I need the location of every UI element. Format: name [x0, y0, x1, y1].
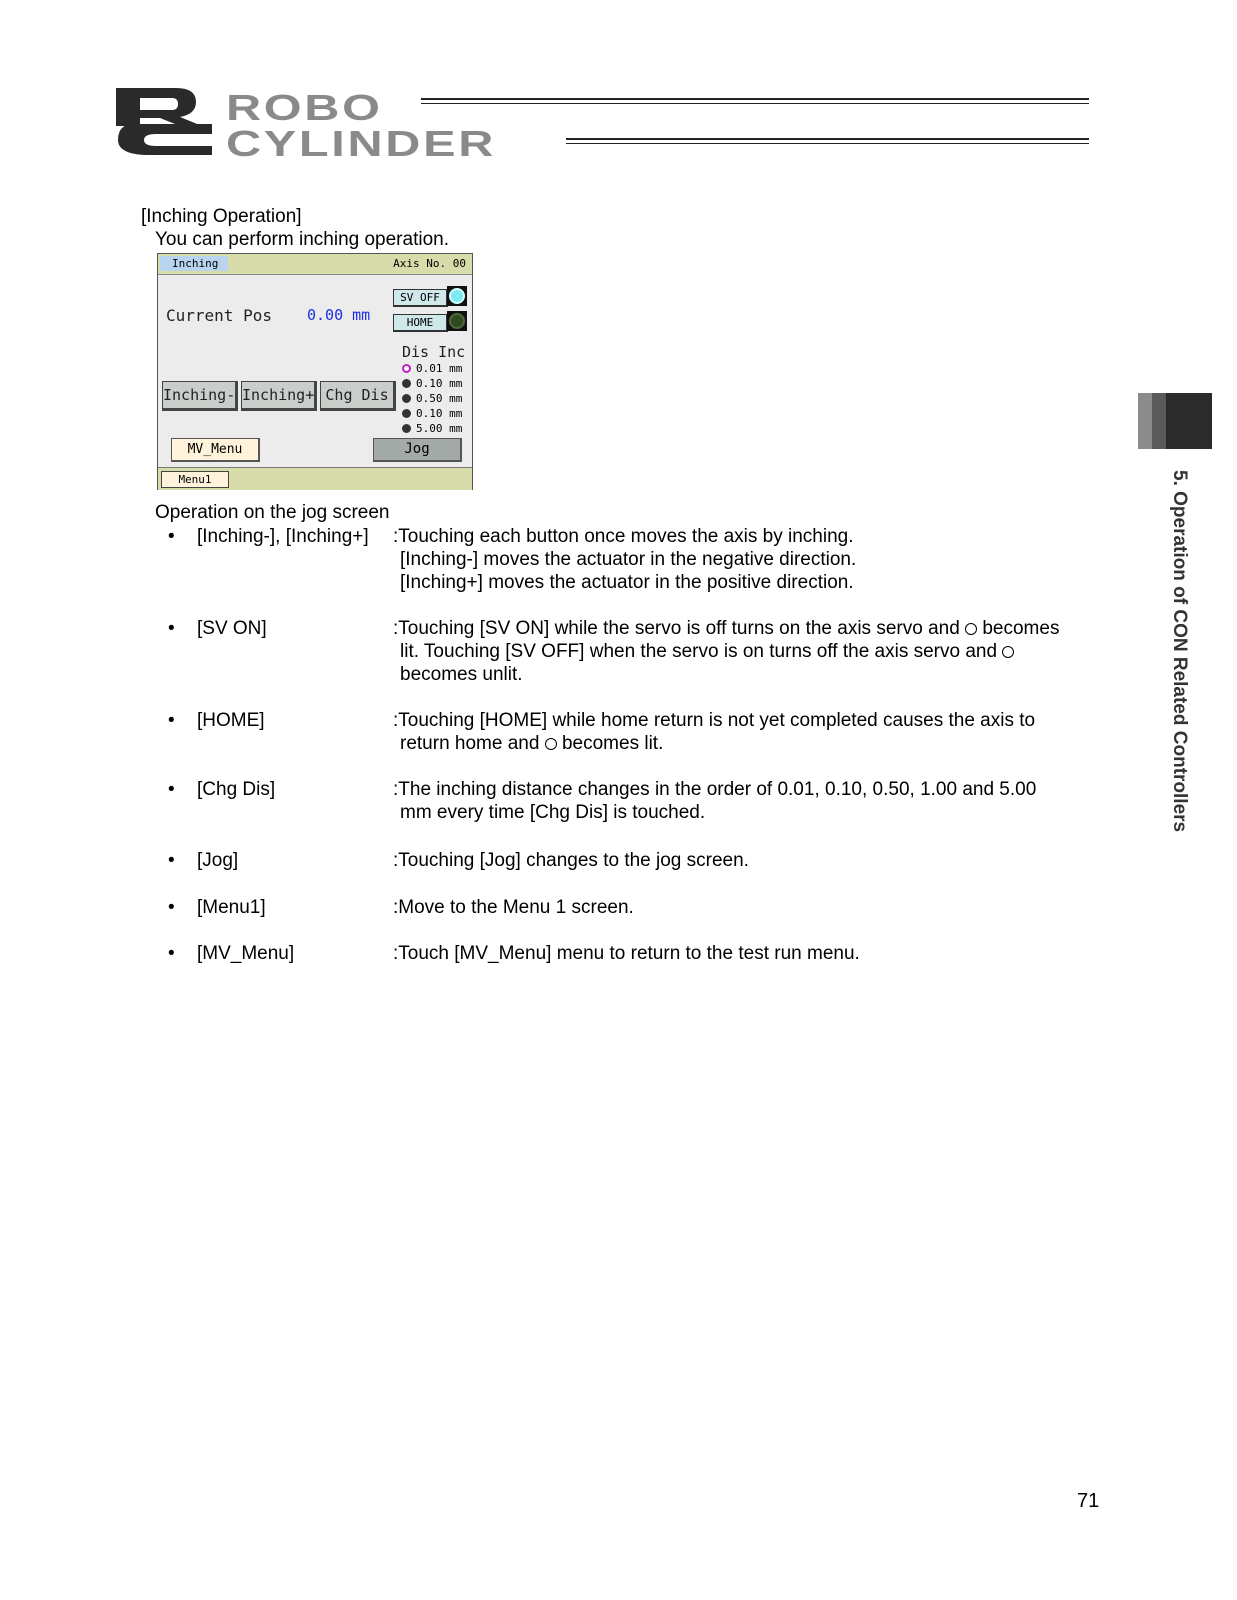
- bullet: •: [168, 710, 175, 731]
- section-title: [Inching Operation]: [141, 206, 302, 227]
- radio-icon: [402, 424, 411, 433]
- item-description: :Touching each button once moves the axis by inching. [Inching-] moves the actuator in the negative direction. [Inching+] moves the actuator in the positive direction.: [393, 526, 857, 593]
- bullet: •: [168, 850, 175, 871]
- menu1-button[interactable]: Menu1: [161, 471, 229, 488]
- dis-option[interactable]: 0.50 mm: [402, 392, 462, 406]
- screen-title-bar: [158, 254, 472, 275]
- page-number: 71: [1077, 1490, 1100, 1512]
- dis-option[interactable]: 0.10 mm: [402, 377, 462, 391]
- lamp-circle-icon: [1002, 646, 1014, 658]
- header-rule: [566, 138, 1089, 140]
- bullet: •: [168, 943, 175, 964]
- screen-bottom-bar: [158, 467, 472, 490]
- item-description: :Move to the Menu 1 screen.: [393, 897, 634, 918]
- bullet: •: [168, 897, 175, 918]
- radio-selected-icon: [402, 364, 411, 373]
- item-description: :The inching distance changes in the order of 0.01, 0.10, 0.50, 1.00 and 5.00 mm every time [Chg Dis] is touched.: [393, 779, 1037, 823]
- robo-cylinder-logo: [114, 86, 1094, 164]
- header-rule: [421, 98, 1089, 100]
- chapter-label: 5. Operation of CON Related Controllers: [1169, 470, 1190, 833]
- rc-logo-mark-icon: [114, 86, 218, 156]
- bullet: •: [168, 779, 175, 800]
- chapter-tab: [1138, 393, 1212, 449]
- dis-option[interactable]: 0.10 mm: [402, 407, 462, 421]
- inching-minus-button[interactable]: Inching-: [162, 381, 238, 411]
- sv-lamp-icon: [449, 288, 465, 304]
- intro-text: You can perform inching operation.: [155, 229, 449, 250]
- axis-number: Axis No. 00: [393, 257, 466, 270]
- item-term: [MV_Menu]: [197, 943, 295, 964]
- dis-inc-label: Dis Inc: [402, 343, 466, 361]
- dis-option[interactable]: 0.01 mm: [402, 362, 462, 376]
- current-pos-value: 0.00 mm: [307, 306, 371, 324]
- home-lamp-icon: [449, 313, 465, 329]
- item-term: [SV ON]: [197, 618, 267, 639]
- bullet: •: [168, 526, 175, 547]
- item-description: :Touching [HOME] while home return is not yet completed causes the axis to return home and becomes lit.: [393, 710, 1036, 754]
- item-description: :Touch [MV_Menu] menu to return to the test run menu.: [393, 943, 860, 964]
- lamp-circle-icon: [965, 623, 977, 635]
- radio-icon: [402, 379, 411, 388]
- radio-icon: [402, 409, 411, 418]
- item-term: [Chg Dis]: [197, 779, 276, 800]
- current-pos-label: Current Pos: [166, 306, 272, 325]
- item-description: :Touching [SV ON] while the servo is off turns on the axis servo and becomes lit. Touching [SV OFF] when the servo is on turns off the axis servo and becomes unlit.: [393, 618, 1060, 685]
- sv-off-button[interactable]: SV OFF: [393, 289, 448, 307]
- header-rule: [421, 103, 1089, 104]
- item-term: [HOME]: [197, 710, 265, 731]
- lamp-circle-icon: [545, 738, 557, 750]
- home-button[interactable]: HOME: [393, 314, 448, 332]
- header-rule: [566, 143, 1089, 144]
- logo-robo-text: ROBO: [226, 87, 383, 128]
- dis-option[interactable]: 5.00 mm: [402, 422, 462, 436]
- chg-dis-button[interactable]: Chg Dis: [320, 381, 396, 411]
- item-description: :Touching [Jog] changes to the jog screen.: [393, 850, 749, 871]
- inching-plus-button[interactable]: Inching+: [241, 381, 317, 411]
- item-term: [Menu1]: [197, 897, 266, 918]
- item-term: [Jog]: [197, 850, 239, 871]
- jog-button[interactable]: Jog: [373, 438, 462, 462]
- mv-menu-button[interactable]: MV_Menu: [171, 438, 260, 462]
- operation-title: Operation on the jog screen: [155, 502, 390, 523]
- logo-cylinder-text: CYLINDER: [226, 123, 497, 164]
- inching-screen: [157, 253, 473, 490]
- radio-icon: [402, 394, 411, 403]
- bullet: •: [168, 618, 175, 639]
- item-term: [Inching-], [Inching+]: [197, 526, 369, 547]
- tab-inching[interactable]: Inching: [160, 256, 228, 271]
